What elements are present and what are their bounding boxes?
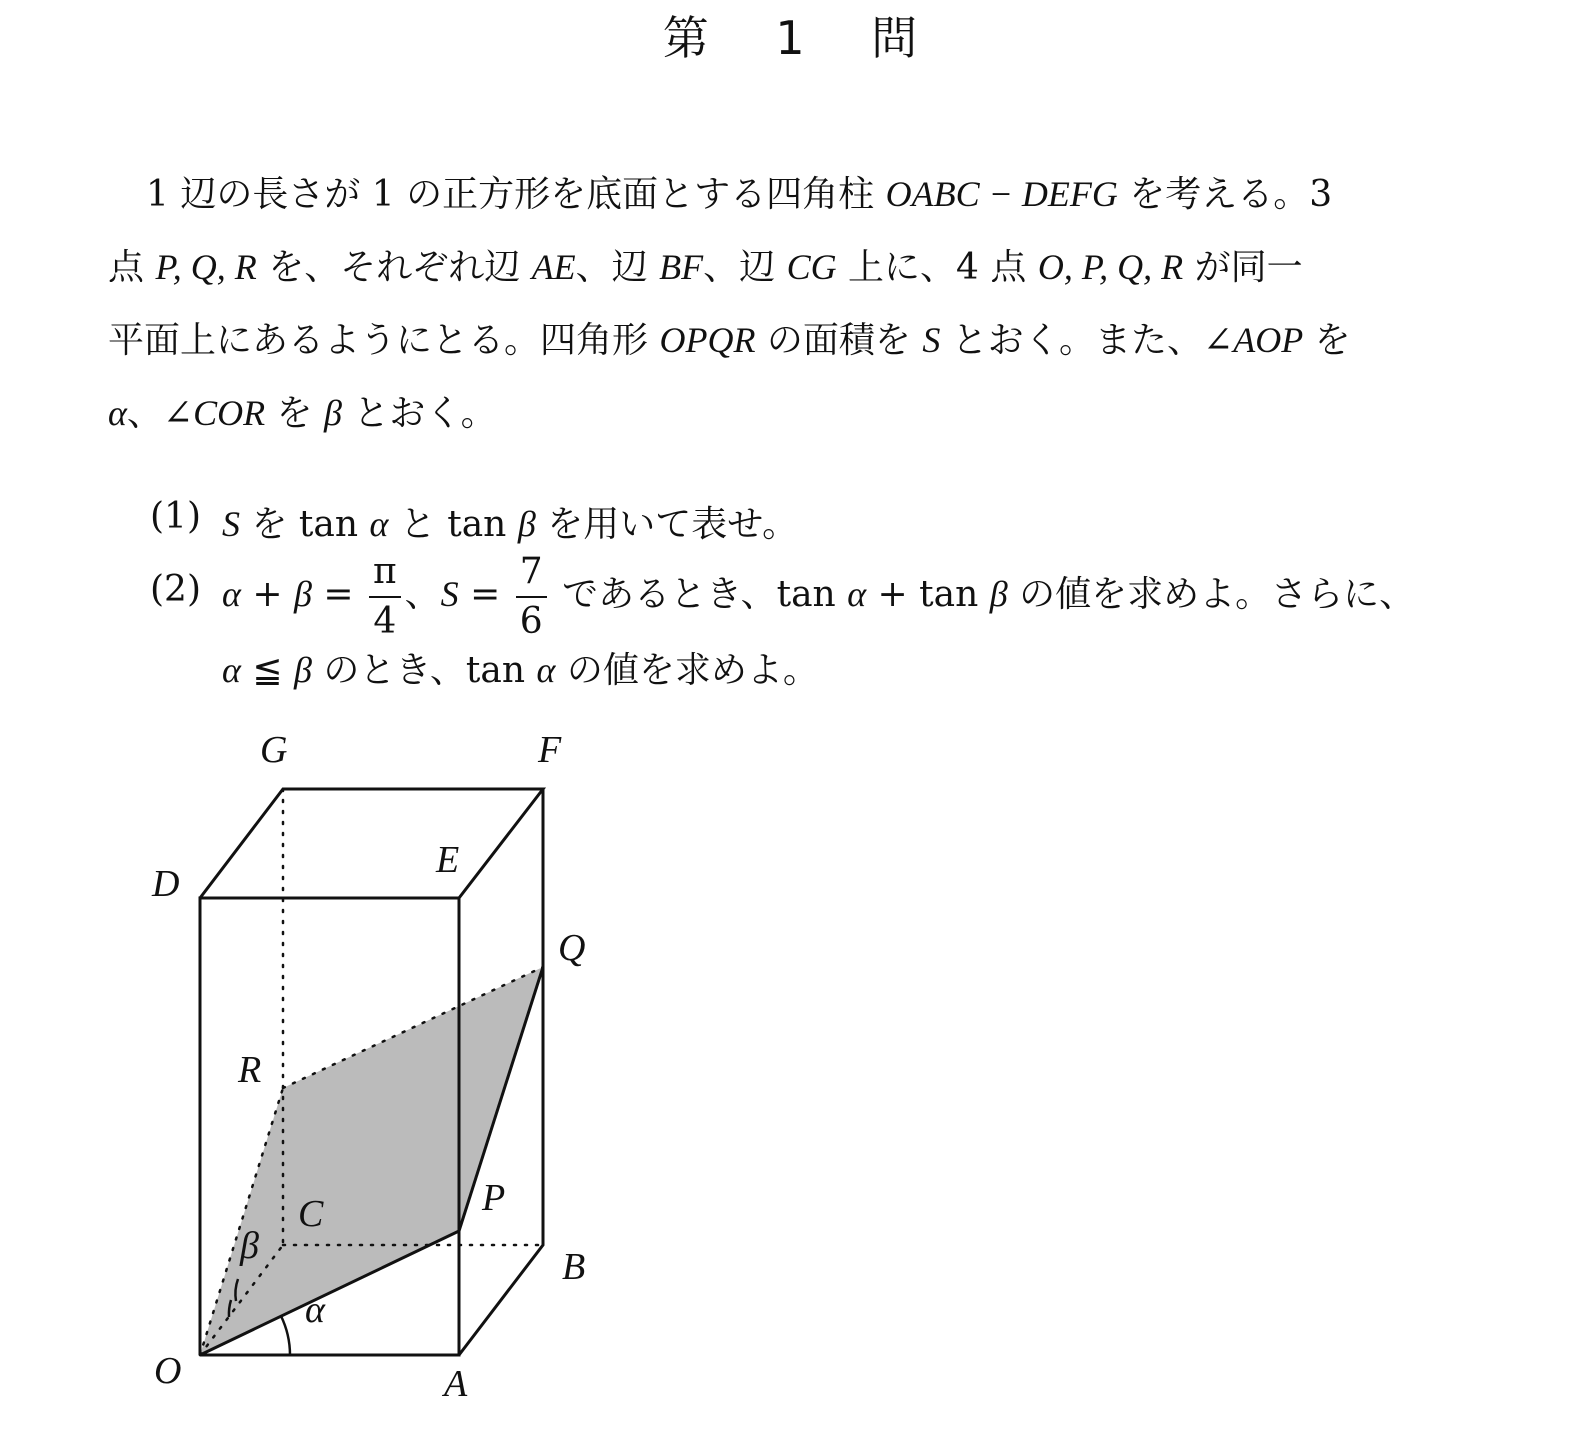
statement-line-3: 平面上にあるようにとる。四角形 OPQR の面積を S とおく。また、∠AOP を <box>108 320 1351 361</box>
title-char-mon: 問 <box>871 11 918 65</box>
question-2-number: (2) <box>150 569 201 610</box>
label-d: D <box>152 863 180 905</box>
label-f: F <box>538 729 562 771</box>
label-g: G <box>260 729 288 771</box>
label-beta: β <box>240 1225 259 1267</box>
fraction-7-over-6: $\frac{7}{6}$ <box>516 554 547 640</box>
label-c: C <box>298 1193 324 1235</box>
fraction-pi-over-4: $\frac{\pi}{4}$ <box>369 554 401 640</box>
label-b: B <box>562 1246 586 1288</box>
title-char-number: 1 <box>775 11 805 65</box>
question-1-text: S を tan α と tan β を用いて表せ。 <box>222 504 799 545</box>
statement-line-2: 点 P, Q, R を、それぞれ辺 AE、辺 BF、辺 CG 上に、4 点 O, P, Q, R が同一 <box>108 247 1303 288</box>
edge-top-face <box>200 789 543 898</box>
statement-line-1: 1 辺の長さが 1 の正方形を底面とする四角柱 OABC − DEFG を考える。3 <box>146 174 1333 215</box>
statement-line-4: α、∠COR を β とおく。 <box>108 393 497 434</box>
question-2-text: α + β = $\frac{\pi}{4}$ 、S = $\frac{7}{6}$ であるとき、tan α + tan β の値を求めよ。さらに、 <box>222 551 1416 642</box>
title-char-dai: 第 <box>662 11 709 65</box>
shaded-section-opqr <box>200 967 543 1355</box>
label-e: E <box>436 839 460 881</box>
label-o: O <box>154 1350 182 1392</box>
label-r: R <box>238 1049 262 1091</box>
label-a: A <box>444 1363 468 1405</box>
label-q: Q <box>558 927 586 969</box>
question-2-line-2: α ≦ β のとき、tan α の値を求めよ。 <box>222 650 819 691</box>
angle-arc-alpha <box>281 1316 290 1355</box>
question-1-number: (1) <box>150 496 201 537</box>
label-p: P <box>482 1177 506 1219</box>
label-alpha: α <box>305 1289 325 1331</box>
